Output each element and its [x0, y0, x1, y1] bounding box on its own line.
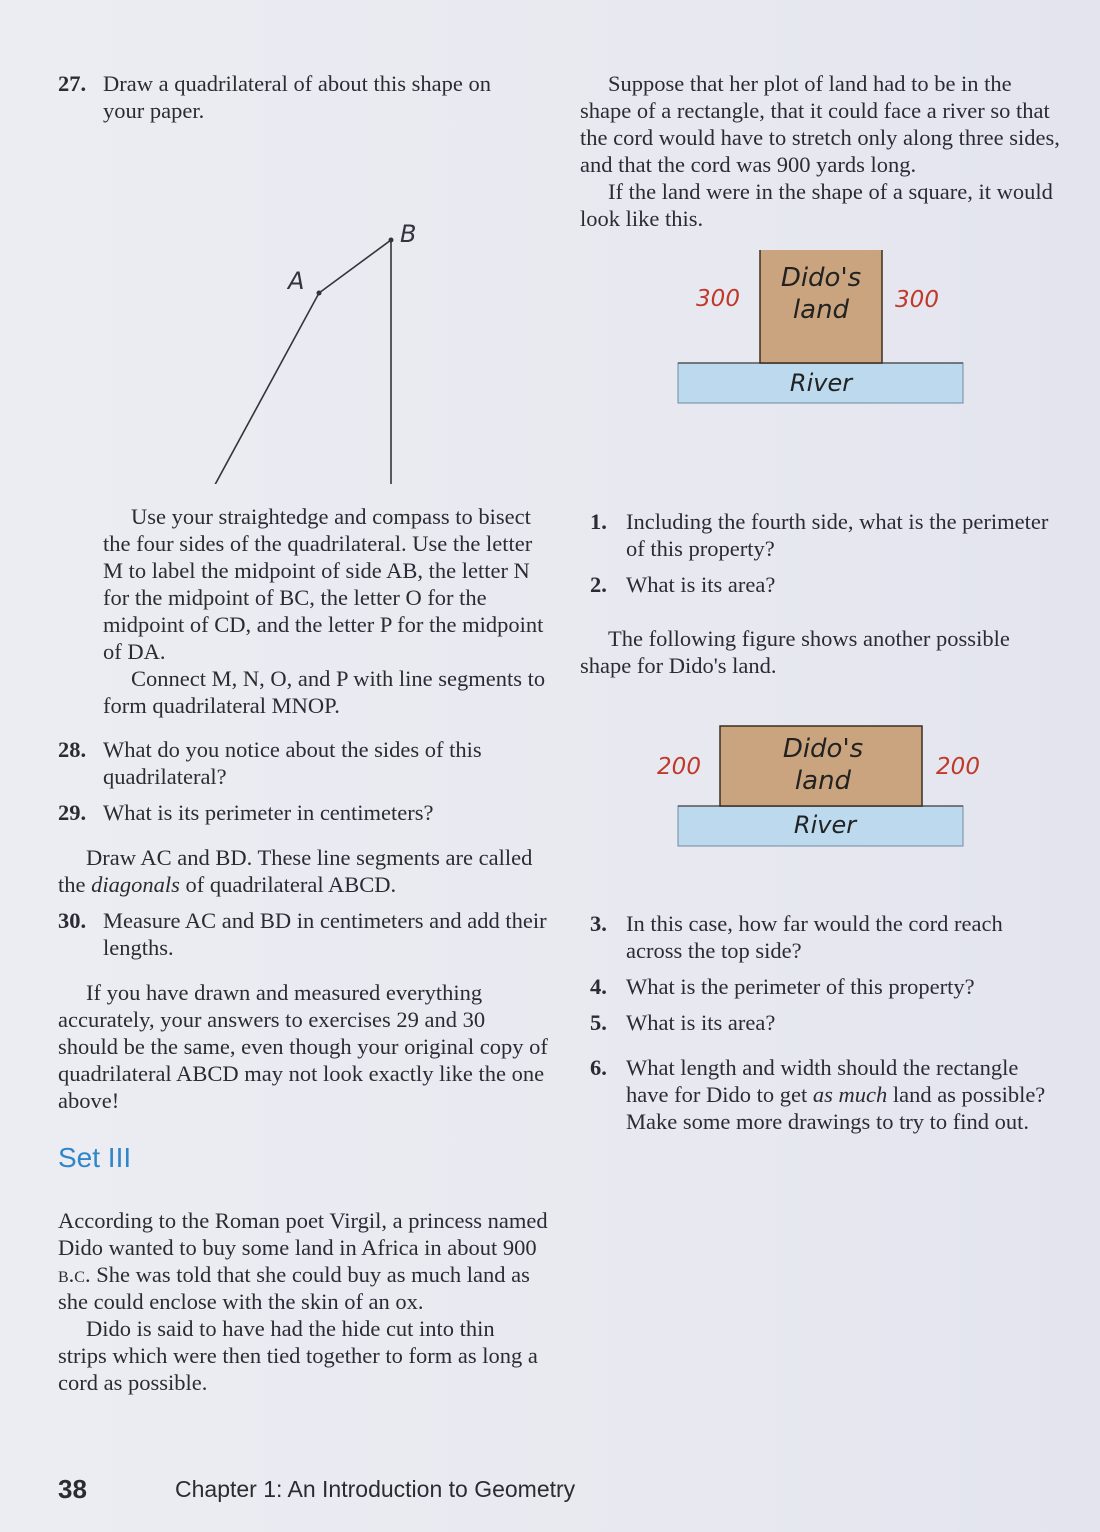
exercise-text: Measure AC and BD in centimeters and add their lengths.: [103, 908, 547, 960]
rectangle-setup-paragraph: Suppose that her plot of land had to be in the shape of a rectangle, that it could face a river so that the cord would have to stretch only along three sides, and that the cord was 900 yards long.: [580, 71, 1060, 177]
diagonals-paragraph: [58, 844, 548, 898]
exercise-number: 30.: [58, 908, 87, 933]
dido-intro-end: She was told that she could buy as much land as she could enclose with the skin of an ox.: [58, 1262, 530, 1314]
question-4: [580, 973, 1060, 1000]
question-5: [580, 1009, 1060, 1036]
exercise-number: 27.: [58, 71, 87, 96]
exercise-text: Draw a quadrilateral of about this shape on your paper.: [103, 71, 491, 123]
square-land-figure: [580, 250, 1060, 465]
exercise-28: [58, 736, 548, 790]
set-heading: Set III: [58, 1142, 132, 1173]
exercise-30: [58, 907, 548, 961]
river-label: River: [793, 811, 857, 839]
question-6: [580, 1054, 1060, 1135]
dido-intro-paragraph: [58, 1207, 548, 1315]
running-footer-chapter: Chapter 1: An Introduction to Geometry: [175, 1476, 576, 1502]
exercise-number: 28.: [58, 737, 87, 762]
diagonals-text-end: of quadrilateral ABCD.: [179, 872, 397, 897]
river-label: River: [789, 369, 853, 397]
question-text: Including the fourth side, what is the perimeter of this property?: [626, 509, 1049, 561]
era-abbreviation: b.c.: [58, 1262, 91, 1287]
question-text: What is its area?: [626, 572, 776, 597]
left-side-length: 200: [657, 754, 701, 780]
page-number: 38: [58, 1474, 87, 1504]
question-number: 3.: [590, 911, 607, 936]
land-label-line2: land: [792, 295, 850, 325]
question-number: 5.: [590, 1010, 607, 1035]
question-3: [580, 910, 1060, 964]
question-text: What is the perimeter of this property?: [626, 974, 975, 999]
question-text: [626, 1054, 1060, 1135]
land-label-line1: Dido's: [780, 263, 862, 293]
label-b: B: [400, 220, 417, 248]
right-column: [580, 70, 1060, 1135]
quadrilateral-figure: [58, 134, 548, 484]
another-shape-paragraph: The following figure shows another possible shape for Dido's land.: [580, 626, 1010, 678]
exercise-27: [58, 70, 548, 124]
square-paragraph: If the land were in the shape of a square, it would look like this.: [580, 179, 1053, 231]
exercise-text: What do you notice about the sides of this quadrilateral?: [103, 737, 482, 789]
exercise-number: 29.: [58, 800, 87, 825]
right-side-length: 200: [936, 754, 980, 780]
right-side-length: 300: [895, 287, 939, 313]
left-side-length: 300: [696, 286, 740, 312]
bisect-instructions: Use your straightedge and compass to bisect the four sides of the quadrilateral. Use the letter M to label the midpoint of side AB, the letter N for the midpoint of BC, the letter O for the midpoint of CD, and the letter P for the midpoint of DA.: [103, 504, 544, 664]
question-text: In this case, how far would the cord reach across the top side?: [626, 911, 1003, 963]
question-2: [580, 571, 1060, 598]
question-number: 2.: [590, 572, 607, 597]
exercise-text: What is its perimeter in centimeters?: [103, 800, 434, 825]
diagonals-text-start: Draw AC and BD. These line segments are called the: [58, 845, 533, 897]
question-1: [580, 508, 1060, 562]
question-number: 1.: [590, 509, 607, 534]
land-label-line1: Dido's: [782, 734, 864, 764]
accuracy-paragraph: If you have drawn and measured everything accurately, your answers to exercises 29 and 30 should be the same, even though your original copy of quadrilateral ABCD may not look exactly like the one above!: [58, 980, 548, 1113]
question-6-start: What length and width should the rectangle have for Dido to get: [626, 1055, 1019, 1107]
diagonals-term: diagonals: [91, 872, 180, 897]
question-6-emphasis: as much: [812, 1082, 888, 1107]
dido-hide-paragraph: Dido is said to have had the hide cut into thin strips which were then tied together to form as long a cord as possible.: [58, 1316, 538, 1395]
connect-instructions: Connect M, N, O, and P with line segments to form quadrilateral MNOP.: [103, 666, 546, 718]
vertex-b: [389, 238, 394, 243]
question-number: 6.: [590, 1055, 607, 1080]
label-a: A: [288, 267, 305, 295]
left-column: [58, 70, 548, 1396]
question-number: 4.: [590, 974, 607, 999]
dido-intro-start: According to the Roman poet Virgil, a princess named Dido wanted to buy some land in Africa in about 900: [58, 1208, 548, 1260]
exercise-29: [58, 799, 548, 826]
question-text: What is its area?: [626, 1010, 776, 1035]
question-6-end: land as possible? Make some more drawings to try to find out.: [626, 1082, 1046, 1134]
rectangle-land-figure: [580, 703, 1060, 873]
vertex-a: [317, 291, 322, 296]
land-label-line2: land: [794, 766, 852, 796]
